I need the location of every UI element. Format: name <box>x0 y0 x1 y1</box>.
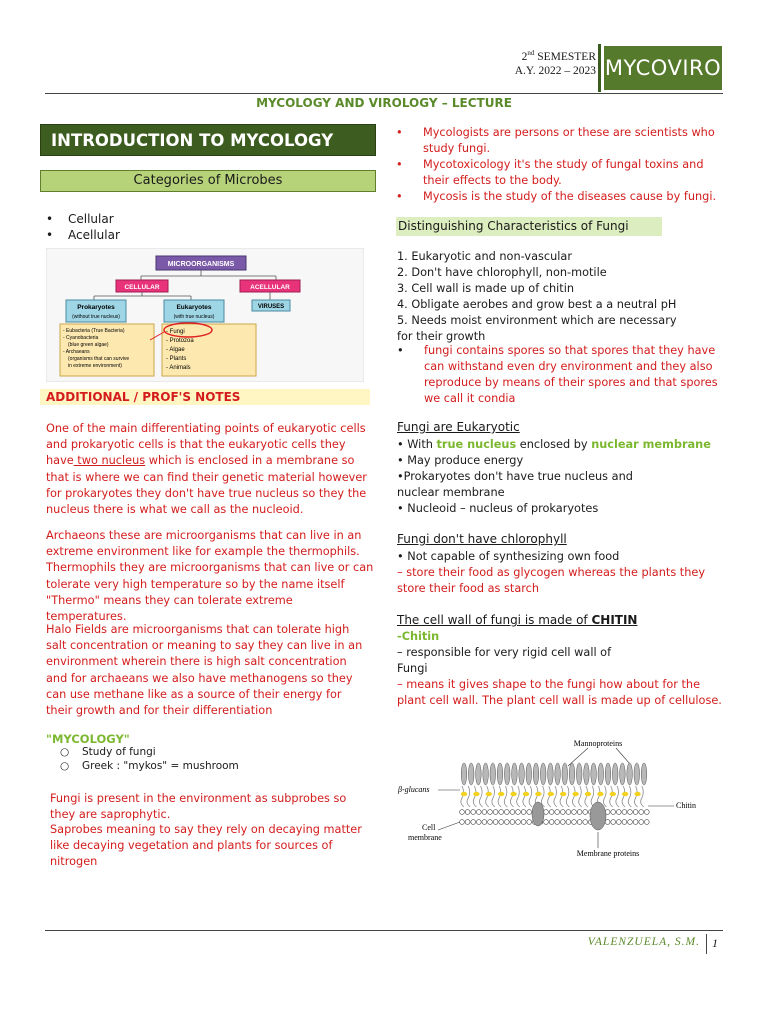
glucan-strand <box>486 786 489 807</box>
glucan-strand <box>541 786 544 807</box>
note-paragraph: Archaeons these are microorganisms that can live in an extreme environment like for example the thermophils. Thermophils they are microorganisms that can live or can tolerate very high temperature so by the name itself "Thermo" means they can tolerate extreme temperatures. <box>46 529 374 624</box>
mannoprotein-fiber <box>468 763 474 785</box>
eukaryote-item: - Protozoa <box>166 338 194 344</box>
lipid-head <box>577 820 582 825</box>
chitin-granule <box>634 792 640 796</box>
list-item: Fungi <box>397 662 428 675</box>
glucan-strand <box>510 786 513 807</box>
chitin-granule <box>560 792 566 796</box>
mannoprotein-fiber <box>461 763 467 785</box>
glucan-strand <box>517 786 520 807</box>
prokaryote-item: - Cyanobacteria <box>63 335 99 341</box>
list-item: – store their food as glycogen whereas the plants they store their food as starch <box>397 566 706 595</box>
lipid-head <box>577 810 582 815</box>
lipid-head <box>549 820 554 825</box>
list-item: -Chitin <box>397 630 440 643</box>
glucan-strand <box>548 786 551 807</box>
glucans-label: β-glucans <box>398 785 430 794</box>
glucan-strand <box>566 786 569 807</box>
lipid-head <box>488 810 493 815</box>
glucan-strand <box>622 786 625 807</box>
glucan-strand <box>554 786 557 807</box>
lipid-head <box>605 820 610 825</box>
chitin-granule <box>461 792 467 796</box>
footer-divider <box>706 934 707 954</box>
lipid-head <box>560 820 565 825</box>
mannoprotein-fiber <box>504 763 510 785</box>
glucan-strand <box>579 786 582 807</box>
lipid-head <box>583 810 588 815</box>
lipid-head <box>583 820 588 825</box>
glucan-strand <box>504 786 507 807</box>
glucan-strand <box>628 786 631 807</box>
chitin-granule <box>510 792 516 796</box>
lipid-head <box>482 820 487 825</box>
chitin-granule <box>535 792 541 796</box>
glucan-strand <box>585 786 588 807</box>
list-item: 1. Eukaryotic and non-vascular <box>397 250 572 263</box>
list-item: 5. Needs moist environment which are necessary <box>397 314 677 327</box>
lipid-head <box>544 820 549 825</box>
mannoprotein-fiber <box>641 763 647 785</box>
semester-suffix: nd <box>527 49 535 57</box>
lipid-head <box>471 820 476 825</box>
glucan-strand <box>616 786 619 807</box>
lipid-head <box>566 820 571 825</box>
academic-year: A.Y. 2022 – 2023 <box>514 64 596 77</box>
note-paragraph: Saprobes meaning to say they rely on decaying matter like decaying vegetation and plants for sources of nitrogen <box>50 823 362 869</box>
spore-note: • fungi contains spores so that spores that they have can withstand even dry environment and they also reproduce by means of their spores and that spores we call it condia <box>397 344 718 405</box>
prokaryote-item: - Archaeans <box>63 349 90 355</box>
highlight-term: true nucleus <box>436 438 517 451</box>
diagram-eukaryotes-sub: (with true nucleus) <box>173 314 215 320</box>
lipid-head <box>504 820 509 825</box>
categories-heading: Categories of Microbes <box>40 170 376 192</box>
list-item: • Cellular <box>46 212 114 226</box>
lipid-head <box>572 820 577 825</box>
lipid-head <box>493 810 498 815</box>
list-item: • Not capable of synthesizing own food <box>397 550 620 563</box>
header-rule <box>45 93 723 94</box>
mannoprotein-fiber <box>562 763 568 785</box>
lipid-head <box>465 810 470 815</box>
glucan-strand <box>523 786 526 807</box>
list-item: • Mycologists are persons or these are scientists who study fungi. <box>396 126 715 155</box>
membrane-protein-shape <box>590 802 606 830</box>
eukaryote-item: - Fungi <box>166 329 185 335</box>
eukaryotic-heading: Fungi are Eukaryotic <box>397 420 520 434</box>
mannoprotein-fiber <box>483 763 489 785</box>
semester-info <box>460 46 596 78</box>
mannoprotein-fiber <box>497 763 503 785</box>
lipid-head <box>471 810 476 815</box>
page-number: 1 <box>712 936 718 950</box>
lipid-head <box>616 810 621 815</box>
diagram-prokaryotes-sub: (without true nucleus) <box>72 314 120 320</box>
lipid-head <box>644 820 649 825</box>
list-item: 4. Obligate aerobes and grow best a a neutral pH <box>397 298 677 311</box>
lipid-head <box>611 810 616 815</box>
lipid-head <box>465 820 470 825</box>
mannoprotein-fiber <box>519 763 525 785</box>
mannoprotein-fiber <box>533 763 539 785</box>
cell-wall-figure <box>398 734 698 864</box>
semester-label: SEMESTER <box>537 50 596 63</box>
lipid-head <box>555 820 560 825</box>
mannoprotein-fiber <box>569 763 575 785</box>
diagram-prokaryotes-label: Prokaryotes <box>77 304 115 311</box>
lipid-head <box>616 820 621 825</box>
lipid-head <box>549 810 554 815</box>
mannoprotein-fiber <box>634 763 640 785</box>
list-item: 3. Cell wall is made up of chitin <box>397 282 574 295</box>
lipid-head <box>628 810 633 815</box>
cell-wall-notes <box>397 629 727 709</box>
lipid-head <box>611 820 616 825</box>
chitin-emphasis: CHITIN <box>591 613 638 627</box>
list-item: •Prokaryotes don't have true nucleus and <box>397 470 633 483</box>
chitin-granule <box>610 792 616 796</box>
eukaryote-item: - Algae <box>166 347 185 353</box>
chitin-granule <box>486 792 492 796</box>
glucan-strand <box>461 786 464 807</box>
diagram-root-label: MICROORGANISMS <box>167 261 235 268</box>
lipid-head <box>510 820 515 825</box>
mannoprotein-fiber <box>555 763 561 785</box>
lipid-head <box>510 810 515 815</box>
lipid-head <box>527 810 532 815</box>
list-item: 2. Don't have chlorophyll, non-motile <box>397 266 607 279</box>
membrane-proteins-label: Membrane proteins <box>576 849 640 858</box>
list-item: nuclear membrane <box>397 486 505 499</box>
underlined-term: two nucleus <box>73 454 146 468</box>
lipid-head <box>622 820 627 825</box>
lipid-head <box>521 810 526 815</box>
mannoprotein-fiber <box>576 763 582 785</box>
lipid-head <box>482 810 487 815</box>
lipid-head <box>644 810 649 815</box>
lipid-head <box>544 810 549 815</box>
list-item: ○ Study of fungi <box>60 746 156 758</box>
lipid-head <box>476 810 481 815</box>
diagram-viruses-label: VIRUSES <box>257 304 285 310</box>
list-item: • With true nucleus enclosed by nuclear membrane <box>397 438 711 451</box>
brand-badge: MYCOVIRO <box>604 46 722 90</box>
prokaryote-item: in extreme environment) <box>68 363 122 369</box>
chitin-granule <box>498 792 504 796</box>
mannoprotein-fiber <box>548 763 554 785</box>
lipid-head <box>560 810 565 815</box>
lipid-bilayer <box>460 810 650 825</box>
mannoprotein-fiber <box>598 763 604 785</box>
list-item: for their growth <box>397 330 486 343</box>
lipid-head <box>555 810 560 815</box>
list-item: • Nucleoid – nucleus of prokaryotes <box>397 502 599 515</box>
mannoprotein-fiber <box>627 763 633 785</box>
mannoprotein-fiber <box>540 763 546 785</box>
membrane-protein-shape <box>532 802 544 826</box>
lipid-head <box>504 810 509 815</box>
glucan-strand <box>467 786 470 807</box>
lipid-head <box>516 810 521 815</box>
mycology-list <box>60 745 239 773</box>
diagram-cellular-label: CELLULAR <box>124 284 160 291</box>
chitin-granule <box>523 792 529 796</box>
chlorophyll-heading: Fungi don't have chlorophyll <box>397 532 567 546</box>
mannoprotein-fiber <box>476 763 482 785</box>
lipid-head <box>527 820 532 825</box>
footer-rule <box>45 930 723 931</box>
mannoprotein-fiber <box>605 763 611 785</box>
lipid-head <box>566 810 571 815</box>
definition-list <box>396 125 726 205</box>
glucan-strand <box>529 786 532 807</box>
list-item: ○ Greek : "mykos" = mushroom <box>60 760 239 772</box>
lipid-head <box>639 820 644 825</box>
diagram-eukaryotes-label: Eukaryotes <box>176 304 212 311</box>
mannoprotein-fiber <box>526 763 532 785</box>
mannoprotein-fiber <box>612 763 618 785</box>
list-item: – responsible for very rigid cell wall of <box>397 646 612 659</box>
chitin-granule <box>585 792 591 796</box>
lipid-head <box>460 810 465 815</box>
semester-number: 2 <box>521 50 528 63</box>
glucan-strand <box>498 786 501 807</box>
lipid-head <box>476 820 481 825</box>
lipid-head <box>460 820 465 825</box>
notes-heading: ADDITIONAL / PROF'S NOTES <box>40 389 370 405</box>
lipid-head <box>572 810 577 815</box>
characteristics-heading: Distinguishing Characteristics of Fungi <box>396 217 662 236</box>
eukaryote-item: - Plants <box>166 356 187 362</box>
course-title: MYCOLOGY AND VIROLOGY – LECTURE <box>256 96 512 110</box>
lipid-head <box>622 810 627 815</box>
lipid-head <box>499 820 504 825</box>
prokaryote-item: (organisms that can survive <box>68 356 130 362</box>
glucan-strand <box>603 786 606 807</box>
lipid-head <box>521 820 526 825</box>
chitin-granule <box>622 792 628 796</box>
glucan-strand <box>492 786 495 807</box>
cell-label: Cell <box>422 823 436 832</box>
mycology-heading: "MYCOLOGY" <box>46 732 130 746</box>
header-divider <box>598 44 601 92</box>
note-paragraph: Fungi is present in the environment as subprobes so they are saprophytic. <box>50 792 347 822</box>
glucan-strand <box>560 786 563 807</box>
mannoprotein-fiber <box>591 763 597 785</box>
lipid-head <box>633 820 638 825</box>
list-item: – means it gives shape to the fungi how about for the plant cell wall. The plant cell wall is made up of cellulose. <box>397 678 722 707</box>
lipid-head <box>488 820 493 825</box>
chitin-granule <box>597 792 603 796</box>
chlorophyll-notes <box>397 549 727 597</box>
lipid-head <box>639 810 644 815</box>
mannoprotein-fibers <box>461 763 647 785</box>
chitin-granule <box>572 792 578 796</box>
lipid-head <box>633 810 638 815</box>
mannoprotein-fiber <box>584 763 590 785</box>
microorganisms-diagram <box>46 248 364 382</box>
lipid-head <box>493 820 498 825</box>
prokaryote-item: - Eubacteria (True Bacteria) <box>63 328 125 334</box>
cell-wall-heading: The cell wall of fungi is made of CHITIN <box>397 613 638 627</box>
mannoproteins-label: Mannoproteins <box>573 739 623 748</box>
lipid-head <box>516 820 521 825</box>
section-title: INTRODUCTION TO MYCOLOGY <box>40 124 376 156</box>
chitin-label: Chitin <box>676 801 697 810</box>
membrane-label: membrane <box>408 833 442 842</box>
diagram-acellular-label: ACELLULAR <box>250 284 290 291</box>
list-item: • Mycotoxicology it's the study of fungal toxins and their effects to the body. <box>396 158 704 187</box>
mannoprotein-fiber <box>512 763 518 785</box>
chitin-granule <box>548 792 554 796</box>
prokaryote-item: (blue green algae) <box>68 342 109 348</box>
glucan-strand <box>572 786 575 807</box>
highlight-term: nuclear membrane <box>591 438 711 451</box>
list-item: • Mycosis is the study of the diseases cause by fungi. <box>396 190 717 203</box>
lipid-head <box>499 810 504 815</box>
mannoprotein-fiber <box>620 763 626 785</box>
eukaryotic-notes <box>397 437 727 517</box>
note-paragraph: One of the main differentiating points of eukaryotic cells and prokaryotic cells is that the eukaryotic cells they have two nucleus which is enclosed in a membrane so that is where we can find their genetic material however for prokaryotes they don't have true nucleus so they the nucleus there is what we call as the nucleoid. <box>46 422 367 517</box>
glucan-strand <box>479 786 482 807</box>
glucan-strand <box>634 786 637 807</box>
author-name: VALENZUELA, S.M. <box>587 936 700 948</box>
glucan-layer <box>461 786 644 807</box>
chitin-granule <box>473 792 479 796</box>
note-paragraph: Halo Fields are microorganisms that can tolerate high salt concentration or meaning to say they can live in an environment wherein there is high salt concentration and for archaeans we also have methanogens so they can use methane like as a source of their energy for their growth and for their differentiation <box>46 623 363 718</box>
characteristics-list <box>397 249 727 345</box>
mannoprotein-fiber <box>490 763 496 785</box>
list-item: • May produce energy <box>397 454 524 467</box>
lipid-head <box>628 820 633 825</box>
eukaryote-item: - Animals <box>166 365 191 371</box>
glucan-strand <box>473 786 476 807</box>
list-item: • Acellular <box>46 228 120 242</box>
glucan-strand <box>641 786 644 807</box>
glucan-strand <box>610 786 613 807</box>
category-list <box>46 211 120 243</box>
